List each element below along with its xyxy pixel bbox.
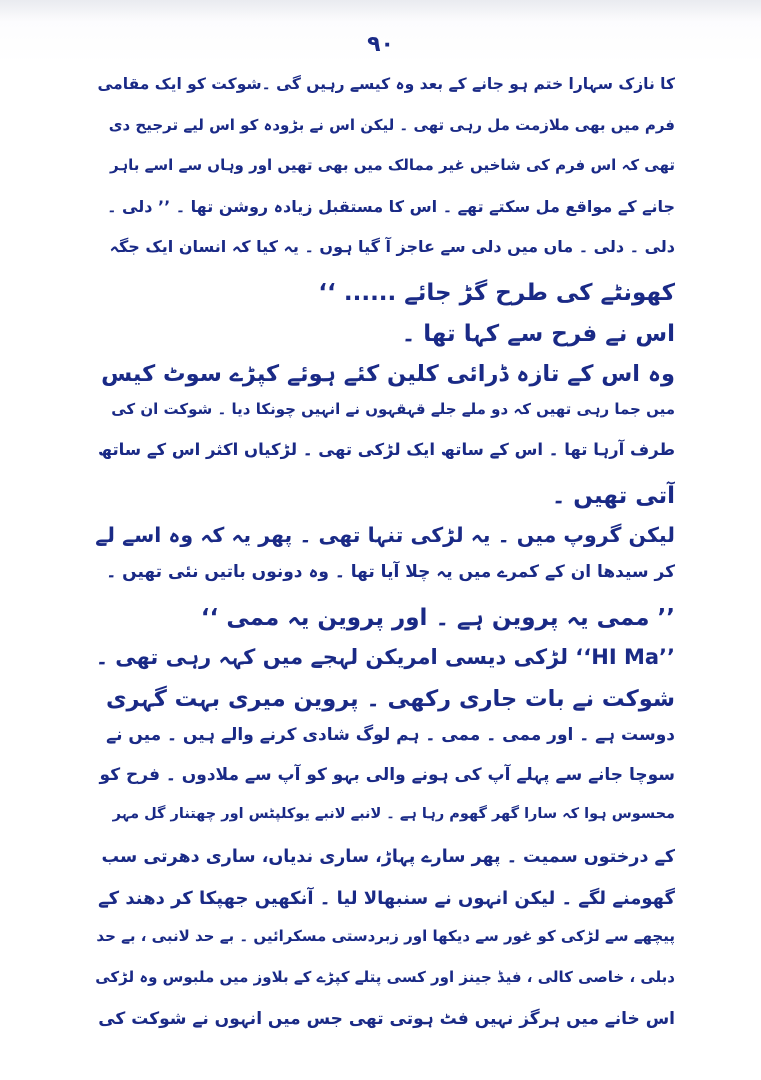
text-line: طرف آرہا تھا ۔ اس کے ساتھ ایک لڑکی تھی ۔ لڑکیاں اکثر اس کے ساتھ <box>97 440 675 460</box>
text-line: محسوس ہوا کہ سارا گھر گھوم رہا ہے ۔ لانبے لانبے یوکلپٹس اور چھتنار گل مہر <box>112 805 675 822</box>
text-line: تھی کہ اس فرم کی شاخیں غیر ممالک میں بھی تھیں اور وہاں سے اسے باہر <box>110 156 675 175</box>
scan-edge-shadow <box>0 0 761 22</box>
text-line: کھونٹے کی طرح گڑ جائے ...... ‘‘ <box>318 279 675 306</box>
page-number: ۹۰ <box>367 32 394 57</box>
text-line: جانے کے مواقع مل سکتے تھے ۔ اس کا مستقبل زیادہ روشن تھا ۔ ’’ دلی ۔ <box>107 196 675 216</box>
text-line: شوکت نے بات جاری رکھی ۔ پروین میری بہت گہری <box>105 685 675 712</box>
text-line: سوچا جانے سے پہلے آپ کی ہونے والی بہو کو آپ سے ملادوں ۔ فرح کو <box>99 765 675 786</box>
text-line: ’’HI Ma‘‘ لڑکی دیسی امریکن لہجے میں کہہ رہی تھی ۔ <box>95 645 675 670</box>
text-line: دوست ہے ۔ اور ممی ۔ ممی ۔ ہم لوگ شادی کرنے والے ہیں ۔ میں نے <box>106 724 675 745</box>
text-line: میں جما رہی تھیں کہ دو ملے جلے قہقہوں نے انہیں چونکا دیا ۔ شوکت ان کی <box>111 399 675 418</box>
text-line: وہ اس کے تازہ ڈرائی کلین کئے ہوئے کپڑے سوٹ کیس <box>101 361 675 388</box>
body-text <box>95 72 675 1046</box>
text-line: فرم میں بھی ملازمت مل رہی تھی ۔ لیکن اس نے بڑودہ کو اس لیے ترجیح دی <box>108 115 675 134</box>
text-line: کا نازک سہارا ختم ہو جانے کے بعد وہ کیسے رہیں گی ۔شوکت کو ایک مقامی <box>97 75 675 93</box>
text-line: پیچھے سے لڑکی کو غور سے دیکھا اور زبردستی مسکرائیں ۔ بے حد لانبی ، بے حد <box>96 927 675 946</box>
text-line: اس نے فرح سے کہا تھا ۔ <box>401 320 675 347</box>
text-line: کر سیدھا ان کے کمرے میں یہ چلا آیا تھا ۔ وہ دونوں باتیں نئی تھیں ۔ <box>106 562 675 583</box>
text-line: کے درختوں سمیت ۔ پھر سارے پہاڑ، ساری ندیاں، ساری دھرتی سب <box>101 847 675 868</box>
text-line: لیکن گروپ میں ۔ یہ لڑکی تنہا تھی ۔ پھر یہ کہ وہ اسے لے <box>95 522 675 547</box>
text-line: دبلی ، خاصی کالی ، فیڈ جینز اور کسی پتلے کپڑے کے بلاوز میں ملبوس وہ لڑکی <box>95 968 675 987</box>
text-line: گھومنے لگے ۔ لیکن انہوں نے سنبھالا لیا ۔ آنکھیں جھپکا کر دھند کے <box>98 887 675 909</box>
text-line: دلی ۔ دلی ۔ ماں میں دلی سے عاجز آ گیا ہوں ۔ یہ کیا کہ انسان ایک جگہ <box>109 237 675 257</box>
text-line: اس خانے میں ہرگز نہیں فٹ ہوتی تھی جس میں انہوں نے شوکت کی <box>98 1008 675 1029</box>
text-line: ’’ ممی یہ پروین ہے ۔ اور پروین یہ ممی ‘‘ <box>200 604 675 631</box>
text-line: آتی تھیں ۔ <box>551 482 675 509</box>
